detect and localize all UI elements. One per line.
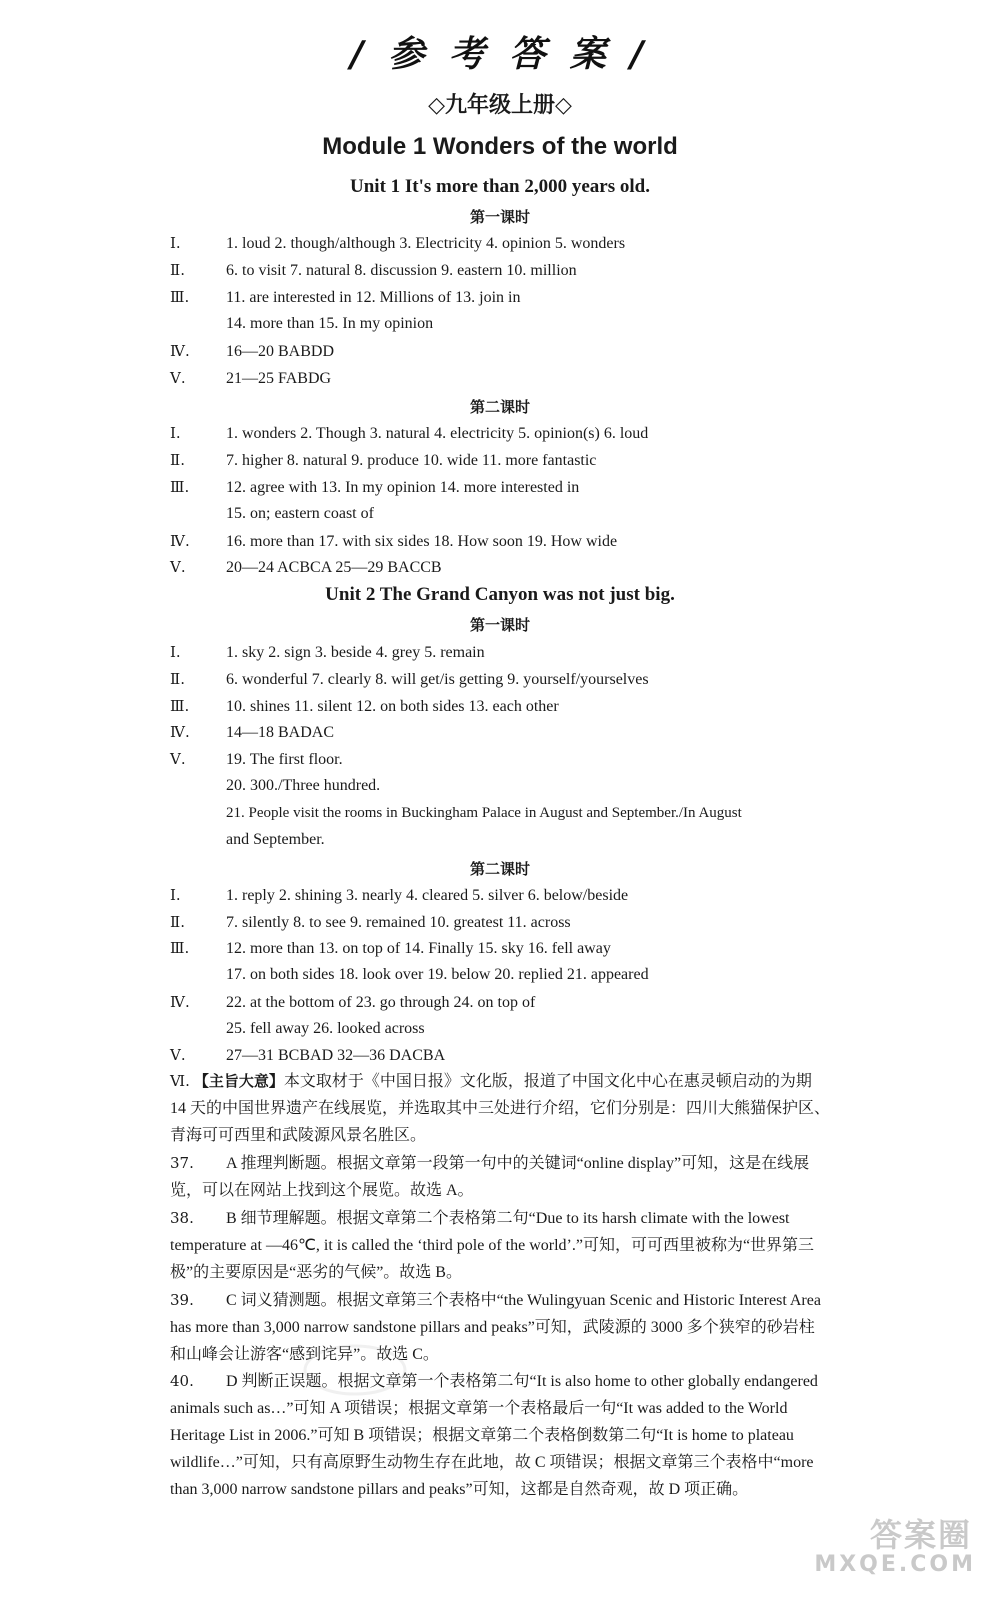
unit2-lesson2-title: 第二课时	[469, 860, 530, 878]
answer-text: 20—24 ACBCA 25—29 BACCB	[226, 559, 442, 576]
answer-line	[170, 642, 840, 663]
answer-text: 6. to visit 7. natural 8. discussion 9. eastern 10. million	[226, 262, 577, 279]
section-number: Ⅴ.	[170, 558, 186, 576]
answer-text: 1. loud 2. though/although 3. Electricity 4. opinion 5. wonders	[226, 235, 626, 252]
question-number: 40.	[170, 1372, 194, 1390]
question-number: 38.	[170, 1209, 194, 1227]
faint-stamp-graphic	[300, 1340, 410, 1400]
answer-line	[170, 423, 840, 444]
answer-line	[170, 722, 840, 743]
section-number: Ⅵ.	[170, 1072, 190, 1090]
answer-text: 27—31 BCBAD 32—36 DACBA	[226, 1047, 446, 1064]
answer-explanation	[170, 1150, 830, 1204]
answer-line	[170, 557, 840, 578]
section-number: Ⅳ.	[170, 532, 190, 550]
answer-line	[170, 696, 840, 717]
section-number: Ⅲ.	[170, 288, 190, 306]
section-number: Ⅱ.	[170, 261, 185, 279]
answer-text: 7. silently 8. to see 9. remained 10. greatest 11. across	[226, 914, 571, 931]
answer-text: 1. wonders 2. Though 3. natural 4. electricity 5. opinion(s) 6. loud	[226, 425, 649, 442]
section-number: Ⅳ.	[170, 723, 190, 741]
answer-line	[170, 233, 840, 254]
answer-text: and September.	[226, 831, 325, 848]
answer-text: 19. The first floor.	[226, 751, 343, 768]
answer-line	[170, 912, 840, 933]
section-number: Ⅴ.	[170, 750, 186, 768]
section-number: Ⅲ.	[170, 697, 190, 715]
section-number: Ⅰ.	[170, 424, 181, 442]
answer-text: 16. more than 17. with six sides 18. How soon 19. How wide	[226, 533, 618, 550]
answer-explanation	[170, 1287, 830, 1368]
answer-text: 12. more than 13. on top of 14. Finally 15. sky 16. fell away	[226, 940, 611, 957]
section-number: Ⅴ.	[170, 369, 186, 387]
answer-text: 20. 300./Three hundred.	[226, 777, 381, 794]
answer-text: 16—20 BABDD	[226, 343, 335, 360]
answer-line	[170, 749, 840, 770]
answer-line	[226, 965, 896, 985]
section-number: Ⅰ.	[170, 234, 181, 252]
unit2-title: Unit 2 The Grand Canyon was not just big.	[325, 584, 675, 605]
page-banner: / 参 考 答 案 /	[350, 34, 650, 75]
answer-line	[170, 1045, 840, 1066]
answer-text: 25. fell away 26. looked across	[226, 1020, 425, 1037]
answer-line	[226, 776, 896, 796]
answer-text: 14. more than 15. In my opinion	[226, 315, 434, 332]
section-number: Ⅱ.	[170, 913, 185, 931]
answer-line	[170, 938, 840, 959]
answer-explanation	[170, 1368, 830, 1503]
answer-line	[170, 260, 840, 281]
answer-line	[170, 992, 840, 1013]
answer-explanation	[170, 1205, 830, 1286]
answer-text: 1. sky 2. sign 3. beside 4. grey 5. remain	[226, 644, 485, 661]
answer-line	[226, 314, 896, 334]
grade-heading: ◇九年级上册◇	[428, 93, 572, 118]
unit2-lesson1-title: 第一课时	[469, 616, 530, 634]
section-number: Ⅰ.	[170, 643, 181, 661]
answer-text: 14—18 BADAC	[226, 724, 335, 741]
answer-line	[226, 830, 896, 850]
section-number: Ⅲ.	[170, 939, 190, 957]
answer-line	[170, 531, 840, 552]
module-title: Module 1 Wonders of the world	[322, 133, 678, 160]
answer-text: 7. higher 8. natural 9. produce 10. wide 11. more fantastic	[226, 452, 597, 469]
watermark-text: 答案圈	[869, 1516, 972, 1554]
answer-line	[226, 1019, 896, 1039]
summary-text: 本文取材于《中国日报》文化版，报道了中国文化中心在惠灵顿启动的为期 14 天的中国世界遗产在线展览，并选取其中三处进行介绍，它们分别是：四川大熊猫保护区、青海可可西里和武陵源风景名胜区。	[170, 1073, 831, 1144]
answer-text: 22. at the bottom of 23. go through 24. on top of	[226, 994, 536, 1011]
question-number: 39.	[170, 1291, 194, 1309]
answer-line	[226, 803, 896, 823]
answer-text: 10. shines 11. silent 12. on both sides 13. each other	[226, 698, 559, 715]
answer-text: 21—25 FABDG	[226, 370, 332, 387]
summary-paragraph	[170, 1068, 830, 1149]
question-number: 37.	[170, 1154, 194, 1172]
section-number: Ⅳ.	[170, 993, 190, 1011]
unit1-lesson2-title: 第二课时	[469, 398, 530, 416]
section-number: Ⅳ.	[170, 342, 190, 360]
answer-line	[170, 669, 840, 690]
explanation-text: D 判断正误题。根据文章第一个表格第二句“It is also home to other globally endangered animals such as…”可知 A 项错误；根据文章第一个表格最后一句“It was added to the World Heritage List in 2006.”可知 B 项错误；根据文章第二个表格倒数第二句“It is home to plateau wildlife…”可知，只有高原野生动物生存在此地，故 C 项错误；根据文章第三个表格中“more than 3,000 narrow sandstone pillars and peaks”可知，这都是自然奇观，故 D 项正确。	[170, 1373, 818, 1498]
section-number: Ⅲ.	[170, 478, 190, 496]
answer-line	[170, 477, 840, 498]
section-number: Ⅴ.	[170, 1046, 186, 1064]
section-number: Ⅱ.	[170, 451, 185, 469]
watermark-logo	[814, 1510, 980, 1580]
answer-line	[170, 287, 840, 308]
answer-text: 17. on both sides 18. look over 19. below 20. replied 21. appeared	[226, 966, 649, 983]
answer-line	[226, 504, 896, 524]
unit1-title: Unit 1 It's more than 2,000 years old.	[350, 176, 650, 197]
section-number: Ⅱ.	[170, 670, 185, 688]
section-number: Ⅰ.	[170, 886, 181, 904]
answer-text: 11. are interested in 12. Millions of 13. join in	[226, 289, 521, 306]
summary-tag: 【主旨大意】	[193, 1072, 284, 1090]
answer-line	[170, 450, 840, 471]
answer-text: 6. wonderful 7. clearly 8. will get/is getting 9. yourself/yourselves	[226, 671, 649, 688]
explanation-text: B 细节理解题。根据文章第二个表格第二句“Due to its harsh climate with the lowest temperature at —46℃, it is called the ‘third pole of the world’.”可知，可可西里被称为“世界第三极”的主要原因是“恶劣的气候”。故选 B。	[170, 1210, 815, 1281]
answer-line	[170, 341, 840, 362]
unit1-lesson1-title: 第一课时	[469, 208, 530, 226]
explanation-text: A 推理判断题。根据文章第一段第一句中的关键词“online display”可知，这是在线展览，可以在网站上找到这个展览。故选 A。	[170, 1155, 810, 1199]
answer-text: 15. on; eastern coast of	[226, 505, 374, 522]
answer-text: 12. agree with 13. In my opinion 14. more interested in	[226, 479, 580, 496]
answer-text: 1. reply 2. shining 3. nearly 4. cleared 5. silver 6. below/beside	[226, 887, 629, 904]
answer-line	[170, 368, 840, 389]
answer-line	[170, 885, 840, 906]
watermark-url: MXQE.COM	[814, 1552, 976, 1577]
answer-text: 21. People visit the rooms in Buckingham Palace in August and September./In August	[226, 805, 742, 821]
explanation-text: C 词义猜测题。根据文章第三个表格中“the Wulingyuan Scenic and Historic Interest Area has more than 3,000 narrow sandstone pillars and peaks”可知，武陵源的 3000 多个狭窄的砂岩柱和山峰会让游客“感到诧异”。故选 C。	[170, 1292, 821, 1363]
